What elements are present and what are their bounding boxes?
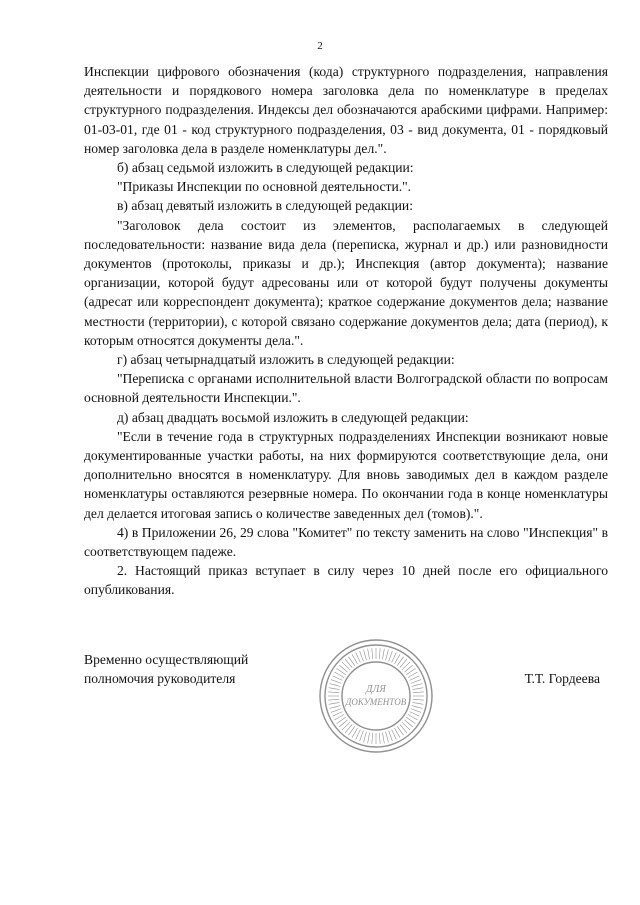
paragraph-item-v: в) абзац девятый изложить в следующей редакции: [117, 198, 413, 214]
paragraph-quote-correspondence: "Переписка с органами исполнительной власти Волгоградской области по вопросам основной деятельности Инспекции.". [84, 371, 608, 406]
paragraph-item-4: 4) в Приложении 26, 29 слова "Комитет" по тексту заменить на слово "Инспекция" в соответствующем падеже. [84, 524, 608, 560]
stamp-hatch-mark [389, 651, 393, 661]
paragraph-item-b: б) абзац седьмой изложить в следующей редакции: [117, 160, 414, 176]
stamp-hatch-mark [412, 688, 423, 690]
stamp-hatch-mark [368, 649, 370, 660]
stamp-hatch-mark [412, 684, 423, 687]
paragraph-item-d: д) абзац двадцать восьмой изложить в следующей редакции: [117, 409, 469, 425]
stamp-hatch-mark [329, 688, 340, 690]
official-stamp [316, 636, 436, 756]
stamp-hatch-mark [328, 692, 339, 693]
stamp-hatch-mark [372, 648, 373, 659]
stamp-hatch-mark [331, 709, 341, 713]
position-line-2: полномочия руководителя [84, 671, 236, 687]
stamp-hatch-mark [356, 652, 361, 662]
stamp-hatch-mark [356, 730, 361, 740]
stamp-hatch-mark [413, 692, 424, 693]
stamp-hatch-mark [411, 680, 421, 684]
stamp-hatch-mark [389, 731, 393, 741]
stamp-hatch-mark [332, 712, 342, 717]
stamp-text-line-1: ДЛЯ [366, 684, 386, 695]
stamp-hatch-mark [329, 702, 340, 704]
stamp-hatch-mark [364, 732, 367, 743]
page-number: 2 [317, 40, 323, 52]
stamp-hatch-mark [330, 684, 341, 687]
paragraph-quote-orders: "Приказы Инспекции по основной деятельности.". [117, 179, 412, 195]
stamp-hatch-mark [382, 732, 384, 743]
stamp-hatch-mark [368, 732, 370, 743]
position-line-1: Временно осуществляющий [84, 652, 249, 667]
stamp-hatch-mark [332, 676, 342, 681]
stamp-hatch-mark [379, 733, 380, 744]
stamp-center-ring [342, 662, 410, 730]
stamp-hatch-mark [364, 650, 367, 661]
paragraph-quote-heading: "Заголовок дела состоит из элементов, располагаемых в следующей последовательности: название вида дела (переписка, журнал и др.) или разновидности документов (протоколы, приказы и др.); Инспекция (автор документа); название организации, которой будут адресованы или от которой будут получены документы (адресат или корреспондент документа); краткое содержание документов дела; название местности (территории), с которой связано содержание документов дела; дата (период), к которым относятся документы дела.". [84, 217, 608, 348]
stamp-hatch-mark [410, 676, 420, 681]
stamp-hatch-mark [360, 731, 364, 741]
stamp-hatch-mark [328, 699, 339, 700]
paragraph-continuation: Инспекции цифрового обозначения (кода) структурного подразделения, направления деятельности и порядкового номера заголовка дела по номенклатуре в пределах структурного подразделения. Индексы дел обозначаются арабскими цифрами. Например: 01-03-01, где 01 - код структурного подразделения, 03 - вид документа, 01 - порядковый номер заголовка дела в разделе номенклатуры дел.". [84, 64, 608, 156]
stamp-hatch-mark [392, 652, 397, 662]
stamp-hatch-mark [411, 709, 421, 713]
signatory-position [84, 650, 248, 688]
stamp-hatch-mark [412, 706, 423, 709]
stamp-hatch-mark [379, 648, 380, 659]
stamp-hatch-mark [392, 730, 397, 740]
stamp-hatch-mark [382, 649, 384, 660]
signatory-name: Т.Т. Гордеева [524, 671, 600, 686]
stamp-hatch-mark [372, 733, 373, 744]
document-body [84, 62, 608, 600]
stamp-hatch-mark [412, 702, 423, 704]
stamp-inner-ring [325, 645, 427, 747]
signature-block [84, 650, 608, 770]
stamp-hatch-mark [330, 706, 341, 709]
stamp-hatch-mark [360, 651, 364, 661]
stamp-hatch-mark [410, 712, 420, 717]
stamp-hatch-mark [331, 680, 341, 684]
stamp-text-line-2: ДОКУМЕНТОВ [345, 697, 407, 707]
stamp-hatch-mark [386, 732, 389, 743]
paragraph-quote-nomenclature: "Если в течение года в структурных подразделениях Инспекции возникают новые документированные участки работы, на них формируются соответствующие дела, они дополнительно вносятся в номенклатуру. Для вновь заводимых дел в каждом разделе номенклатуры оставляются резервные номера. По окончании года в конце номенклатуры дел делается итоговая запись о количестве заведенных дел (томов).". [84, 428, 608, 521]
stamp-hatch-mark [386, 650, 389, 661]
stamp-hatch-mark [413, 699, 424, 700]
paragraph-item-g: г) абзац четырнадцатый изложить в следующей редакции: [117, 352, 455, 368]
paragraph-item-2: 2. Настоящий приказ вступает в силу через 10 дней после его официального опубликования. [84, 563, 608, 598]
